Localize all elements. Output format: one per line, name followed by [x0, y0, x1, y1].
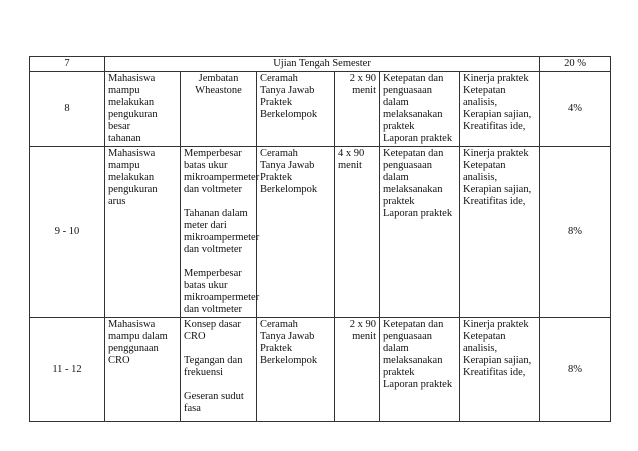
criteria-cell: Kinerja praktek Ketepatan analisis, Kerapian sajian, Kreatifitas ide, — [460, 147, 540, 318]
material-item: Memperbesar batas ukur mikroampermeter dan voltmeter — [184, 268, 260, 315]
material-cell — [181, 318, 257, 422]
time-cell: 2 x 90 menit — [335, 72, 380, 147]
competency-cell: Mahasiswa mampu melakukan pengukuran arus — [105, 147, 181, 318]
competency-cell: Mahasiswa mampu melakukan pengukuran besar tahanan — [105, 72, 181, 147]
midterm-row — [30, 57, 611, 72]
week-cell: 11 - 12 — [30, 318, 105, 422]
week-cell: 9 - 10 — [30, 147, 105, 318]
material-item: Konsep dasar CRO — [184, 319, 241, 342]
table-row — [30, 147, 611, 318]
assessment-cell: Ketepatan dan penguasaan dalam melaksanakan praktek Laporan praktek — [380, 318, 460, 422]
method-cell: Ceramah Tanya Jawab Praktek Berkelompok — [257, 147, 335, 318]
week-cell: 7 — [30, 57, 105, 72]
material-item: Tahanan dalam meter dari mikroampermeter dan voltmeter — [184, 208, 260, 255]
material-cell — [181, 147, 260, 318]
lesson-plan-table — [29, 56, 611, 422]
assessment-cell: Ketepatan dan penguasaan dalam melaksanakan praktek Laporan praktek — [380, 72, 460, 147]
weight-cell: 8% — [540, 147, 611, 318]
weight-cell: 20 % — [540, 57, 611, 72]
weight-cell: 4% — [540, 72, 611, 147]
table-row — [30, 72, 611, 147]
midterm-title: Ujian Tengah Semester — [105, 57, 540, 72]
weight-cell: 8% — [540, 318, 611, 422]
method-cell: Ceramah Tanya Jawab Praktek Berkelompok — [257, 72, 335, 147]
criteria-cell: Kinerja praktek Ketepatan analisis, Kerapian sajian, Kreatifitas ide, — [460, 72, 540, 147]
time-cell: 4 x 90 menit — [335, 147, 380, 318]
method-cell: Ceramah Tanya Jawab Praktek Berkelompok — [257, 318, 335, 422]
time-cell: 2 x 90 menit — [335, 318, 380, 422]
material-item: Memperbesar batas ukur mikroampermeter dan voltmeter — [184, 148, 260, 195]
week-cell: 8 — [30, 72, 105, 147]
competency-cell: Mahasiswa mampu dalam penggunaan CRO — [105, 318, 181, 422]
material-item: Geseran sudut fasa — [184, 391, 244, 414]
table-row — [30, 318, 611, 422]
criteria-cell: Kinerja praktek Ketepatan analisis, Kerapian sajian, Kreatifitas ide, — [460, 318, 540, 422]
assessment-cell: Ketepatan dan penguasaan dalam melaksanakan praktek Laporan praktek — [380, 147, 460, 318]
material-item: Tegangan dan frekuensi — [184, 355, 243, 378]
material-cell: Jembatan Wheastone — [181, 72, 257, 147]
